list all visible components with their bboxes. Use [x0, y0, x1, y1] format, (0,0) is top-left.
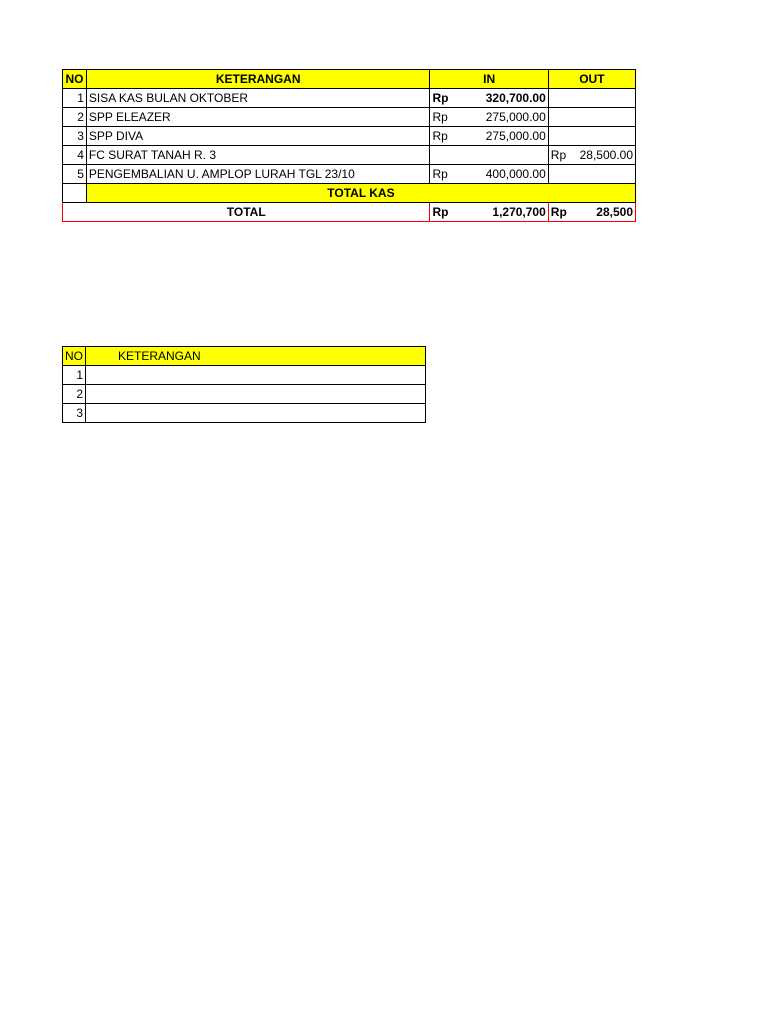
total-in-amount: 1,270,700	[492, 204, 546, 219]
row-no: 2	[63, 385, 86, 404]
total-kas-row	[63, 184, 636, 203]
row-no: 1	[63, 89, 87, 108]
row-no: 3	[63, 127, 87, 146]
out-currency: Rp	[550, 147, 567, 162]
total-row	[63, 203, 636, 222]
total-label: TOTAL	[63, 203, 430, 222]
table-row	[63, 146, 636, 165]
row-in	[430, 127, 548, 146]
kas-table	[62, 69, 636, 222]
header-in: IN	[430, 70, 548, 89]
row-keterangan: PENGEMBALIAN U. AMPLOP LURAH TGL 23/10	[86, 165, 430, 184]
total-in	[430, 203, 548, 222]
row-out	[548, 165, 635, 184]
header-no: NO	[63, 347, 86, 366]
table-row	[63, 127, 636, 146]
in-amount: 400,000.00	[485, 166, 546, 181]
header-no: NO	[63, 70, 87, 89]
row-out	[548, 146, 635, 165]
row-out	[548, 89, 635, 108]
table-row	[63, 89, 636, 108]
table-row	[63, 165, 636, 184]
in-amount: 320,700.00	[485, 90, 546, 105]
row-in	[430, 165, 548, 184]
total-in-currency: Rp	[432, 204, 449, 219]
row-keterangan: SISA KAS BULAN OKTOBER	[86, 89, 430, 108]
row-in	[430, 89, 548, 108]
table-row	[63, 108, 636, 127]
row-keterangan: SPP ELEAZER	[86, 108, 430, 127]
in-currency: Rp	[432, 109, 448, 124]
row-no: 2	[63, 108, 87, 127]
row-out	[548, 127, 635, 146]
row-no: 1	[63, 366, 86, 385]
in-amount: 275,000.00	[485, 109, 546, 124]
table-row	[63, 385, 426, 404]
in-currency: Rp	[432, 166, 448, 181]
total-out	[548, 203, 635, 222]
in-currency: Rp	[432, 128, 448, 143]
total-out-currency: Rp	[550, 204, 567, 219]
row-keterangan: FC SURAT TANAH R. 3	[86, 146, 430, 165]
table-row	[63, 366, 426, 385]
header-out: OUT	[548, 70, 635, 89]
header-keterangan: KETERANGAN	[86, 347, 426, 366]
row-keterangan	[86, 366, 426, 385]
table-row	[63, 404, 426, 423]
total-out-amount: 28,500	[596, 204, 633, 219]
total-kas-no	[63, 184, 87, 203]
row-keterangan: SPP DIVA	[86, 127, 430, 146]
row-in	[430, 146, 548, 165]
row-keterangan	[86, 404, 426, 423]
row-no: 3	[63, 404, 86, 423]
in-amount: 275,000.00	[485, 128, 546, 143]
keterangan-table	[62, 346, 426, 423]
row-in	[430, 108, 548, 127]
header-keterangan: KETERANGAN	[86, 70, 430, 89]
row-no: 4	[63, 146, 87, 165]
in-currency: Rp	[432, 90, 449, 105]
row-keterangan	[86, 385, 426, 404]
total-kas-label: TOTAL KAS	[86, 184, 635, 203]
ket-header-row	[63, 347, 426, 366]
row-no: 5	[63, 165, 87, 184]
kas-header-row	[63, 70, 636, 89]
row-out	[548, 108, 635, 127]
out-amount: 28,500.00	[579, 147, 633, 162]
